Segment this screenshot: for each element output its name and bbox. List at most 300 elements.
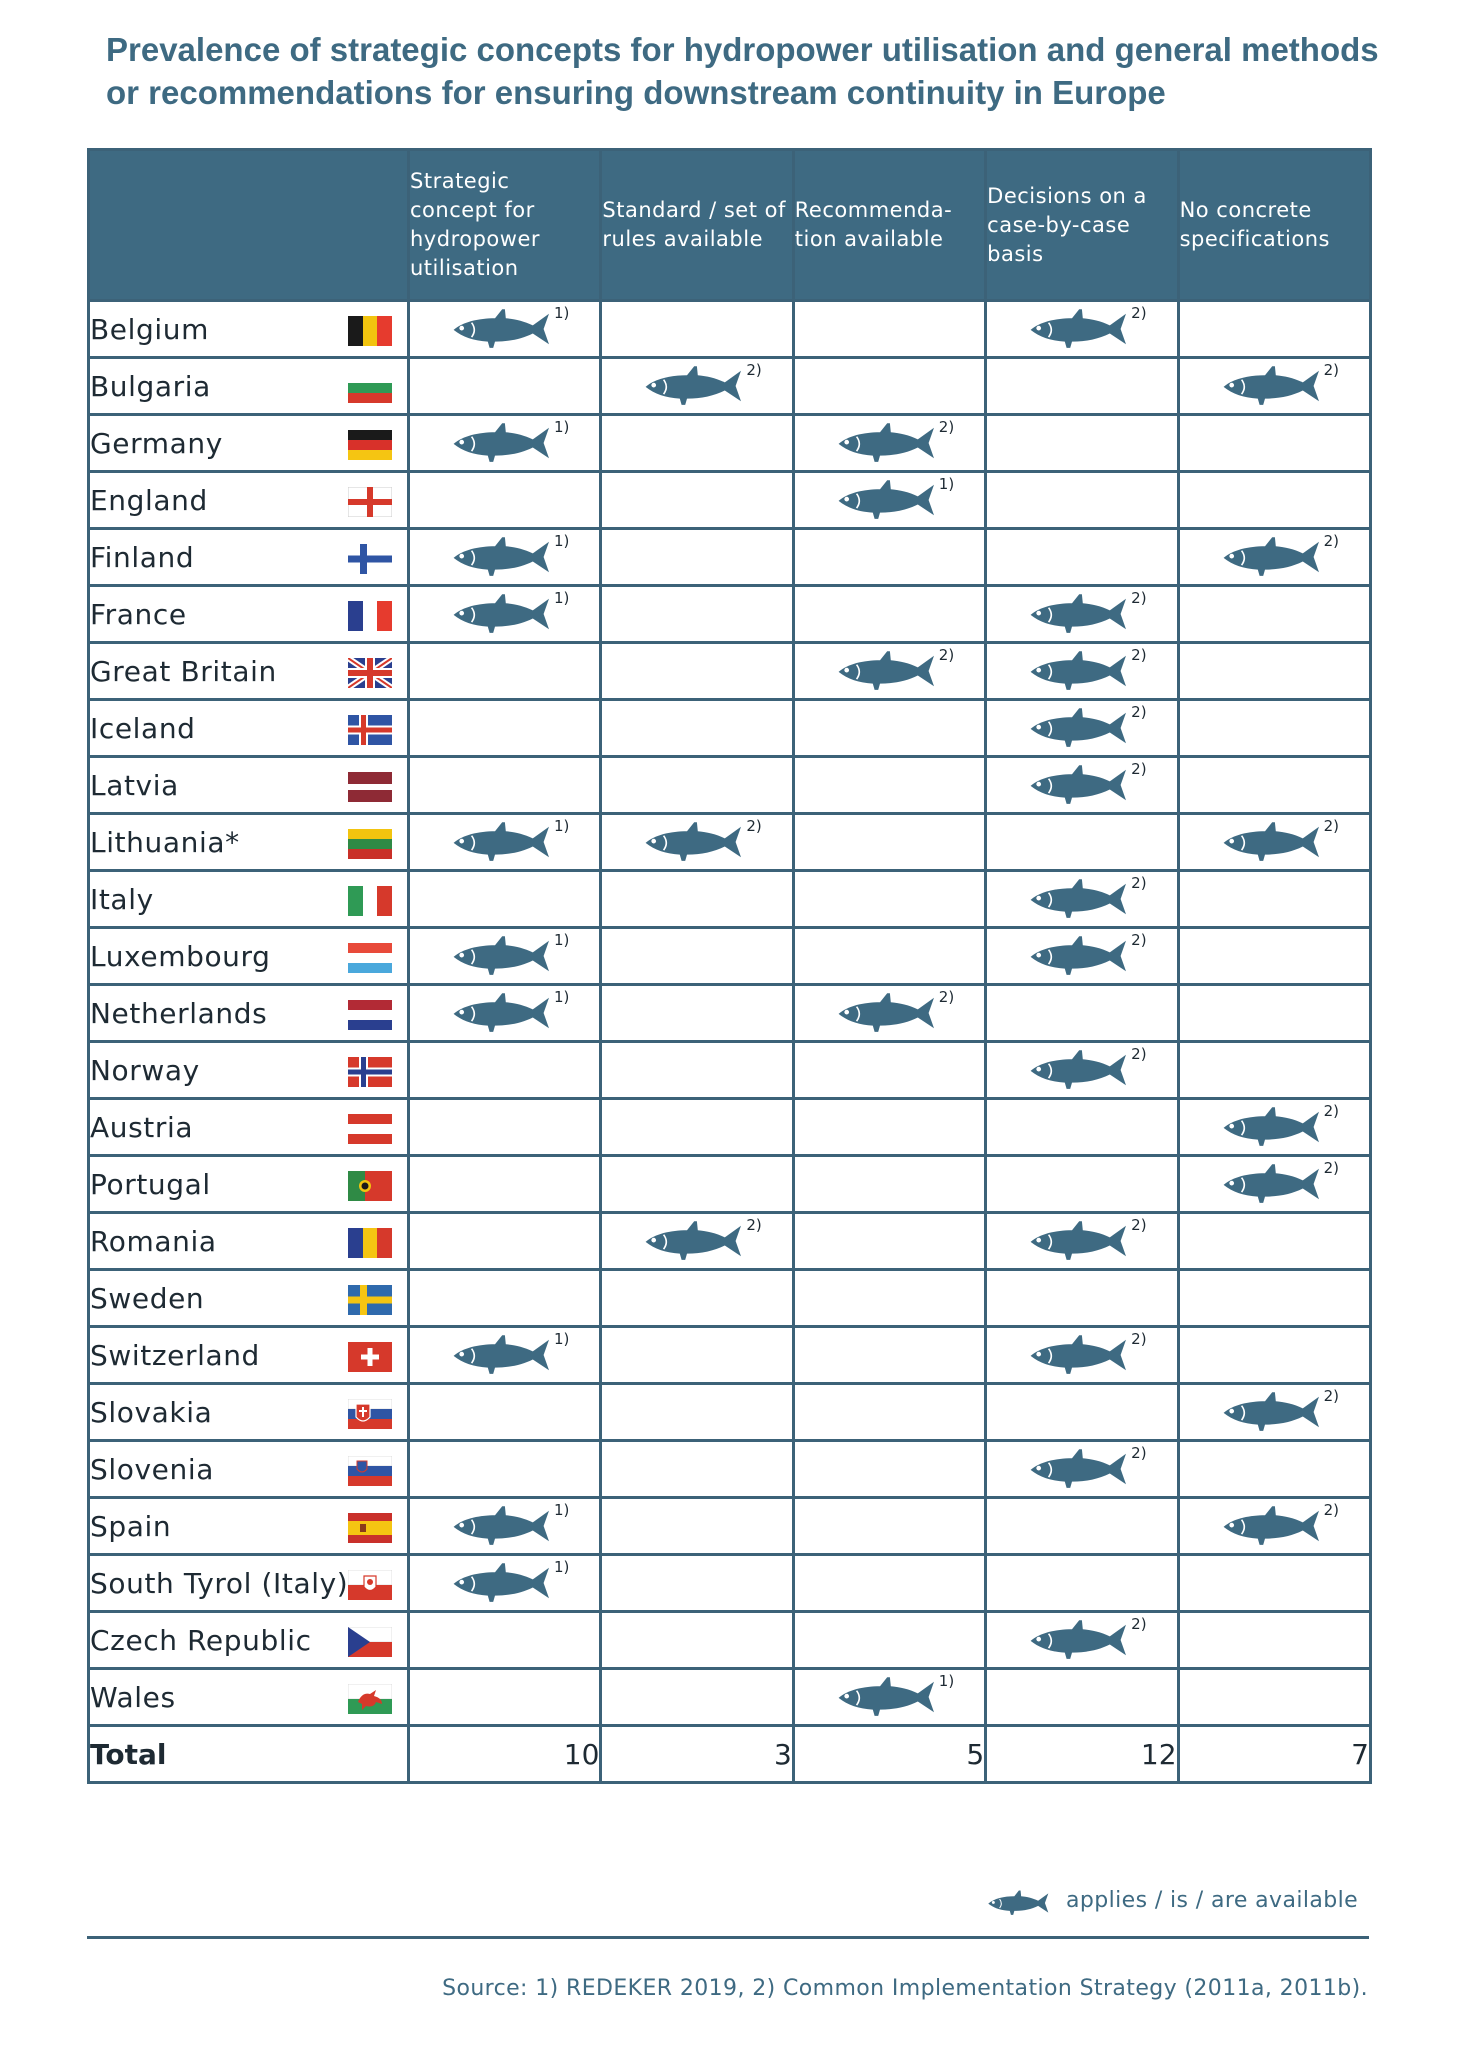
flag-icon [348, 1570, 392, 1600]
total-value: 3 [601, 1726, 793, 1783]
table-row [89, 1669, 1371, 1726]
source-footnote: 1) [554, 988, 570, 1006]
flag-icon [348, 886, 392, 916]
fish-icon [1220, 1104, 1328, 1150]
data-cell [986, 1612, 1178, 1669]
data-cell [986, 757, 1178, 814]
data-cell [986, 1270, 1178, 1327]
country-name: Spain [90, 1509, 172, 1543]
country-cell [89, 586, 409, 643]
source-footnote: 1) [554, 817, 570, 835]
flag-icon [348, 1000, 392, 1030]
source-footnote: 1) [554, 304, 570, 322]
fish-icon [1220, 1389, 1328, 1435]
header-case-by-case: Decisions on a case-by-case basis [986, 150, 1178, 301]
country-cell [89, 301, 409, 358]
table-row [89, 1099, 1371, 1156]
data-cell [601, 1099, 793, 1156]
country-cell [89, 643, 409, 700]
table-row [89, 757, 1371, 814]
applies-mark [1220, 819, 1348, 865]
source-footnote: 1) [938, 475, 955, 493]
data-cell [1178, 1498, 1370, 1555]
data-cell [409, 1042, 601, 1099]
data-cell [1178, 1669, 1370, 1726]
data-cell [409, 1099, 601, 1156]
source-footnote: 2) [1131, 1444, 1147, 1462]
data-cell [986, 928, 1178, 985]
data-cell [409, 1555, 601, 1612]
country-name: Switzerland [90, 1338, 260, 1372]
country-name: South Tyrol (Italy) [90, 1566, 349, 1600]
table-row [89, 301, 1371, 358]
data-cell [986, 1555, 1178, 1612]
source-footnote: 2) [1323, 817, 1339, 835]
data-cell [601, 529, 793, 586]
data-cell [793, 1498, 985, 1555]
country-cell [89, 1156, 409, 1213]
fish-icon [1220, 363, 1328, 409]
applies-mark [835, 648, 963, 694]
fish-icon [835, 477, 943, 523]
fish-icon [450, 1332, 558, 1378]
data-cell [1178, 985, 1370, 1042]
flag-icon [348, 430, 392, 460]
data-cell [1178, 1156, 1370, 1213]
applies-mark [450, 591, 578, 637]
data-cell [601, 301, 793, 358]
flag-icon [348, 1114, 392, 1144]
source-footnote: 2) [938, 418, 955, 436]
data-cell [986, 1441, 1178, 1498]
table-row [89, 1441, 1371, 1498]
source-footnote: 2) [1131, 760, 1147, 778]
data-cell [409, 871, 601, 928]
country-name: England [90, 483, 208, 517]
applies-mark [450, 933, 578, 979]
country-cell [89, 1498, 409, 1555]
data-cell [1178, 1213, 1370, 1270]
applies-mark [1220, 1104, 1348, 1150]
source-footnote: 2) [746, 817, 762, 835]
data-cell [409, 529, 601, 586]
source-footnote: 2) [746, 1216, 762, 1234]
table-row [89, 1555, 1371, 1612]
data-cell [986, 1384, 1178, 1441]
applies-mark [642, 819, 770, 865]
country-cell [89, 1612, 409, 1669]
data-cell [409, 301, 601, 358]
fish-icon [986, 1888, 1054, 1918]
data-cell [793, 586, 985, 643]
applies-mark [1027, 591, 1155, 637]
table-row [89, 472, 1371, 529]
data-cell [793, 757, 985, 814]
source-footnote: 2) [1323, 361, 1339, 379]
data-cell [409, 700, 601, 757]
total-value: 7 [1178, 1726, 1370, 1783]
fish-icon [835, 1674, 943, 1720]
fish-icon [1220, 819, 1328, 865]
flag-icon [348, 1456, 392, 1486]
data-cell [1178, 415, 1370, 472]
fish-icon [1027, 1047, 1135, 1093]
data-cell [601, 415, 793, 472]
applies-mark [1027, 1047, 1155, 1093]
applies-mark [450, 1560, 578, 1606]
data-cell [1178, 1327, 1370, 1384]
applies-mark [1027, 1617, 1155, 1663]
divider [87, 1936, 1369, 1939]
applies-mark [450, 1332, 578, 1378]
source-footnote: 2) [1131, 874, 1147, 892]
data-cell [1178, 1612, 1370, 1669]
data-cell [409, 1441, 601, 1498]
total-row [89, 1726, 1371, 1783]
source-footnote: 2) [1131, 304, 1147, 322]
flag-icon [348, 1627, 392, 1657]
data-cell [601, 1498, 793, 1555]
flag-icon [348, 1285, 392, 1315]
country-cell [89, 1384, 409, 1441]
table-row [89, 928, 1371, 985]
fish-icon [642, 1218, 750, 1264]
data-cell [601, 814, 793, 871]
country-name: Sweden [90, 1281, 205, 1315]
country-name: Finland [90, 540, 195, 574]
country-name: Czech Republic [90, 1623, 312, 1657]
data-cell [601, 1156, 793, 1213]
applies-mark [835, 990, 963, 1036]
source-footnote: 2) [938, 646, 955, 664]
source-footnote: 2) [1131, 1216, 1147, 1234]
data-cell [793, 1612, 985, 1669]
data-cell [1178, 928, 1370, 985]
country-name: Belgium [90, 312, 209, 346]
country-cell [89, 757, 409, 814]
country-name: Italy [90, 882, 154, 916]
country-cell [89, 1327, 409, 1384]
data-cell [986, 1156, 1178, 1213]
source-footnote: 2) [1131, 703, 1147, 721]
data-cell [409, 1669, 601, 1726]
data-cell [793, 301, 985, 358]
flag-icon [348, 1342, 392, 1372]
applies-mark [450, 420, 578, 466]
country-cell [89, 700, 409, 757]
applies-mark [835, 1674, 963, 1720]
data-cell [793, 1156, 985, 1213]
country-name: Latvia [90, 768, 179, 802]
source-footnote: 1) [554, 1558, 570, 1576]
data-cell [601, 1384, 793, 1441]
data-cell [601, 1213, 793, 1270]
data-cell [986, 529, 1178, 586]
source-footnote: 1) [938, 1672, 955, 1690]
country-name: Luxembourg [90, 939, 271, 973]
country-name: Germany [90, 426, 223, 460]
fish-icon [1027, 762, 1135, 808]
data-cell [601, 700, 793, 757]
data-cell [409, 1612, 601, 1669]
data-cell [793, 928, 985, 985]
data-cell [601, 1441, 793, 1498]
source-note: Source: 1) REDEKER 2019, 2) Common Implementation Strategy (2011a, 2011b). [442, 1976, 1368, 2001]
source-footnote: 2) [1323, 1102, 1339, 1120]
applies-mark [1220, 1503, 1348, 1549]
country-name: Slovenia [90, 1452, 214, 1486]
country-name: Netherlands [90, 996, 268, 1030]
flag-icon [348, 601, 392, 631]
flag-icon [348, 1513, 392, 1543]
flag-icon [348, 316, 392, 346]
data-cell [601, 1327, 793, 1384]
data-cell [409, 643, 601, 700]
country-name: Bulgaria [90, 369, 211, 403]
table-row [89, 643, 1371, 700]
source-footnote: 1) [554, 931, 570, 949]
country-cell [89, 814, 409, 871]
fish-icon [1027, 1446, 1135, 1492]
header-corner [89, 150, 409, 301]
data-cell [601, 643, 793, 700]
fish-icon [450, 819, 558, 865]
applies-mark [1027, 933, 1155, 979]
title-line-2: or recommendations for ensuring downstream continuity in Europe [106, 74, 1166, 111]
applies-mark [642, 363, 770, 409]
source-footnote: 1) [554, 1330, 570, 1348]
fish-icon [1027, 306, 1135, 352]
data-cell [793, 1441, 985, 1498]
flag-icon [348, 544, 392, 574]
data-cell [1178, 301, 1370, 358]
table-row [89, 1042, 1371, 1099]
applies-mark [1220, 1161, 1348, 1207]
country-name: Lithuania* [90, 825, 240, 859]
data-cell [1178, 358, 1370, 415]
fish-icon [1027, 648, 1135, 694]
flag-icon [348, 772, 392, 802]
data-cell [409, 1384, 601, 1441]
table-row [89, 1612, 1371, 1669]
data-cell [409, 814, 601, 871]
fish-icon [835, 420, 943, 466]
flag-icon [348, 658, 392, 688]
applies-mark [450, 1503, 578, 1549]
data-cell [601, 586, 793, 643]
data-cell [1178, 586, 1370, 643]
flag-icon [348, 829, 392, 859]
table-row [89, 814, 1371, 871]
source-footnote: 2) [1131, 931, 1147, 949]
data-cell [601, 757, 793, 814]
data-cell [409, 472, 601, 529]
applies-mark [835, 477, 963, 523]
fish-icon [835, 990, 943, 1036]
country-cell [89, 472, 409, 529]
data-cell [986, 415, 1178, 472]
data-cell [1178, 1270, 1370, 1327]
data-cell [409, 415, 601, 472]
country-cell [89, 1270, 409, 1327]
table-row [89, 700, 1371, 757]
data-cell [986, 643, 1178, 700]
table-row [89, 415, 1371, 472]
data-cell [986, 472, 1178, 529]
applies-mark [1027, 1332, 1155, 1378]
header-strategic-concept: Strategic concept for hydropower utilisation [409, 150, 601, 301]
country-name: France [90, 597, 187, 631]
header-standard-rules: Standard / set of rules available [601, 150, 793, 301]
country-cell [89, 985, 409, 1042]
fish-icon [1027, 876, 1135, 922]
applies-mark [1027, 306, 1155, 352]
source-footnote: 2) [1323, 532, 1339, 550]
applies-mark [450, 990, 578, 1036]
fish-icon [1027, 1617, 1135, 1663]
country-name: Great Britain [90, 654, 277, 688]
data-cell [1178, 1384, 1370, 1441]
applies-mark [450, 819, 578, 865]
data-cell [986, 814, 1178, 871]
legend-text: applies / is / are available [1066, 1888, 1359, 1913]
data-cell [601, 1042, 793, 1099]
fish-icon [450, 1560, 558, 1606]
country-cell [89, 871, 409, 928]
fish-icon [642, 819, 750, 865]
table-row [89, 1327, 1371, 1384]
data-cell [1178, 814, 1370, 871]
country-cell [89, 358, 409, 415]
data-cell [1178, 1441, 1370, 1498]
country-name: Wales [90, 1680, 176, 1714]
country-name: Austria [90, 1110, 194, 1144]
data-cell [601, 928, 793, 985]
data-cell [986, 1498, 1178, 1555]
data-cell [793, 358, 985, 415]
source-footnote: 2) [1131, 1045, 1147, 1063]
total-label: Total [89, 1726, 409, 1783]
header-no-specifications: No concrete specifications [1178, 150, 1370, 301]
source-footnote: 1) [554, 532, 570, 550]
country-cell [89, 1042, 409, 1099]
fish-icon [450, 306, 558, 352]
data-cell [1178, 529, 1370, 586]
data-cell [793, 643, 985, 700]
applies-mark [1220, 363, 1348, 409]
flag-icon [348, 1057, 392, 1087]
source-footnote: 1) [554, 1501, 570, 1519]
data-cell [793, 1042, 985, 1099]
data-cell [986, 1042, 1178, 1099]
flag-icon [348, 1171, 392, 1201]
country-name: Portugal [90, 1167, 211, 1201]
table-row [89, 586, 1371, 643]
table-row [89, 1384, 1371, 1441]
fish-icon [1027, 933, 1135, 979]
data-cell [409, 1327, 601, 1384]
data-cell [1178, 643, 1370, 700]
total-value: 5 [793, 1726, 985, 1783]
fish-icon [1027, 1218, 1135, 1264]
table-row [89, 985, 1371, 1042]
country-cell [89, 1099, 409, 1156]
fish-icon [450, 990, 558, 1036]
source-footnote: 1) [554, 589, 570, 607]
data-cell [1178, 472, 1370, 529]
fish-icon [1220, 534, 1328, 580]
applies-mark [835, 420, 963, 466]
source-footnote: 1) [554, 418, 570, 436]
data-cell [986, 700, 1178, 757]
data-cell [601, 358, 793, 415]
flag-icon [348, 1399, 392, 1429]
flag-icon [348, 487, 392, 517]
flag-icon [348, 1684, 392, 1714]
applies-mark [1027, 876, 1155, 922]
data-cell [409, 1213, 601, 1270]
legend [986, 1886, 1370, 1920]
total-value: 12 [986, 1726, 1178, 1783]
data-cell [986, 871, 1178, 928]
fish-icon [1027, 1332, 1135, 1378]
data-cell [601, 871, 793, 928]
data-cell [409, 586, 601, 643]
data-cell [601, 985, 793, 1042]
data-cell [793, 1669, 985, 1726]
fish-icon [642, 363, 750, 409]
applies-mark [450, 306, 578, 352]
source-footnote: 2) [1131, 1615, 1147, 1633]
data-cell [986, 985, 1178, 1042]
country-cell [89, 529, 409, 586]
data-cell [986, 586, 1178, 643]
table-row [89, 871, 1371, 928]
data-cell [1178, 757, 1370, 814]
source-footnote: 2) [1131, 646, 1147, 664]
table-row [89, 1498, 1371, 1555]
data-cell [986, 1099, 1178, 1156]
total-value: 10 [409, 1726, 601, 1783]
data-cell [793, 814, 985, 871]
data-cell [793, 415, 985, 472]
country-cell [89, 1555, 409, 1612]
country-cell [89, 1669, 409, 1726]
data-cell [1178, 871, 1370, 928]
fish-icon [1220, 1503, 1328, 1549]
data-cell [409, 1156, 601, 1213]
data-cell [793, 871, 985, 928]
data-cell [601, 1669, 793, 1726]
source-footnote: 2) [1323, 1159, 1339, 1177]
data-cell [986, 358, 1178, 415]
fish-icon [1027, 705, 1135, 751]
table-row [89, 358, 1371, 415]
data-cell [793, 1213, 985, 1270]
data-cell [793, 472, 985, 529]
data-cell [793, 1327, 985, 1384]
flag-icon [348, 373, 392, 403]
source-footnote: 2) [938, 988, 955, 1006]
country-name: Iceland [90, 711, 196, 745]
table-row [89, 1270, 1371, 1327]
data-cell [601, 1612, 793, 1669]
data-cell [986, 1669, 1178, 1726]
applies-mark [1027, 762, 1155, 808]
flag-icon [348, 715, 392, 745]
applies-mark [1027, 1218, 1155, 1264]
flag-icon [348, 1228, 392, 1258]
